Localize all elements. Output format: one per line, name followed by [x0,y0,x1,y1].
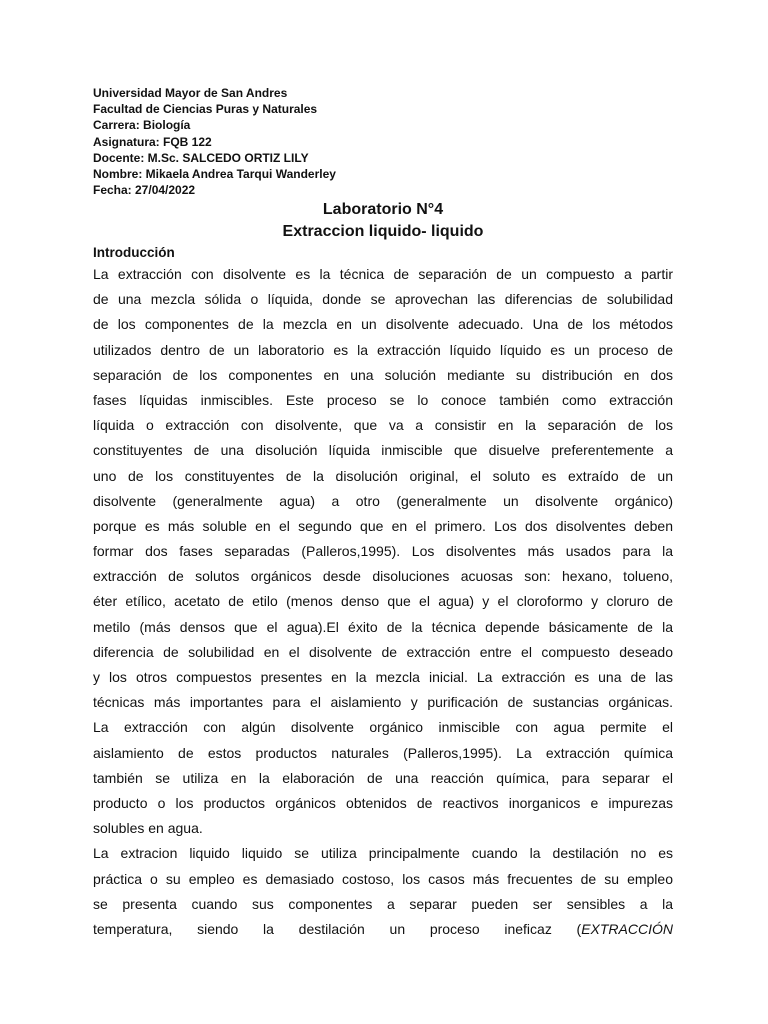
paragraph-line: de los componentes de la mezcla en un disolvente adecuado. Una de los métodos [93,316,673,333]
paragraph-line: porque es más soluble en el segundo que en el primero. Los dos disolventes deben [93,517,673,534]
introduction-body [93,262,673,942]
title-topic: Extraccion liquido- liquido [282,223,484,240]
section-heading-introduction: Introducción [93,245,175,260]
paragraph-line: y los otros compuestos presentes en la mezcla inicial. La extracción es una de las [93,669,673,685]
paragraph-line-text: temperatura, siendo la destilación un proceso ineficaz ( [93,920,582,937]
career-line: Carrera: Biología [93,118,191,133]
teacher-line: Docente: M.Sc. SALCEDO ORTIZ LILY [93,150,309,165]
paragraph-line: disolvente (generalmente agua) a otro (generalmente un disolvente orgánico) [93,492,673,509]
title-lab-number: Laboratorio N°4 [322,201,444,218]
document-header [93,85,683,198]
paragraph-line: separación de los componentes en una solución mediante su distribución en dos [93,366,673,383]
paragraph-line-with-citation [93,917,673,942]
paragraph-line: diferencia de solubilidad en el disolvente de extracción entre el compuesto deseado [93,643,673,660]
paragraph-line: uno de los constituyentes de la disolución original, el soluto es extraído de un [93,467,673,484]
paragraph-line: La extracion liquido liquido se utiliza principalmente cuando la destilación no es [93,845,673,862]
date-line: Fecha: 27/04/2022 [93,183,196,198]
paragraph-line: líquida o extracción con disolvente, que va a consistir en la separación de los [93,417,673,434]
faculty-line: Facultad de Ciencias Puras y Naturales [93,102,318,117]
paragraph-line: se presenta cuando sus componentes a separar pueden ser sensibles a la [93,895,673,912]
paragraph-line: de una mezcla sólida o líquida, donde se aprovechan las diferencias de solubilidad [93,291,673,308]
subject-line: Asignatura: FQB 122 [93,134,212,149]
university-line: Universidad Mayor de San Andres [93,86,288,100]
paragraph-line: fases líquidas inmiscibles. Este proceso se lo conoce también como extracción [93,391,673,408]
paragraph-line: solubles en agua. [93,820,203,837]
paragraph-line: práctica o su empleo es demasiado costoso, los casos más frecuentes de su empleo [93,870,673,887]
paragraph-line: aislamiento de estos productos naturales (Palleros,1995). La extracción química [93,744,673,761]
paragraph-line: utilizados dentro de un laboratorio es la extracción líquido líquido es un proceso de [93,341,673,358]
paragraph-line: producto o los productos orgánicos obtenidos de reactivos inorganicos e impurezas [93,794,673,811]
paragraph-line: La extracción con algún disolvente orgánico inmiscible con agua permite el [93,719,673,736]
paragraph-line: formar dos fases separadas (Palleros,1995). Los disolventes más usados para la [93,543,673,560]
paragraph-line: constituyentes de una disolución líquida inmiscible que disuelve preferentemente a [93,442,673,459]
paragraph-line: metilo (más densos que el agua).El éxito de la técnica depende básicamente de la [93,618,673,635]
paragraph-line: extracción de solutos orgánicos desde disoluciones acuosas son: hexano, tolueno, [93,568,673,585]
paragraph-line: técnicas más importantes para el aislamiento y purificación de sustancias orgánicas. [93,694,673,711]
paragraph-line: también se utiliza en la elaboración de una reacción química, para separar el [93,769,673,786]
citation-italic: EXTRACCIÓN [581,920,673,937]
student-line: Nombre: Mikaela Andrea Tarqui Wanderley [93,167,336,182]
paragraph-line: La extracción con disolvente es la técnica de separación de un compuesto a partir [93,266,673,282]
paragraph-line: éter etílico, acetato de etilo (menos denso que el agua) y el cloroformo y cloruro de [93,593,673,610]
document-title [93,199,673,243]
paragraph-2 [93,841,673,942]
paragraph-1 [93,262,673,841]
